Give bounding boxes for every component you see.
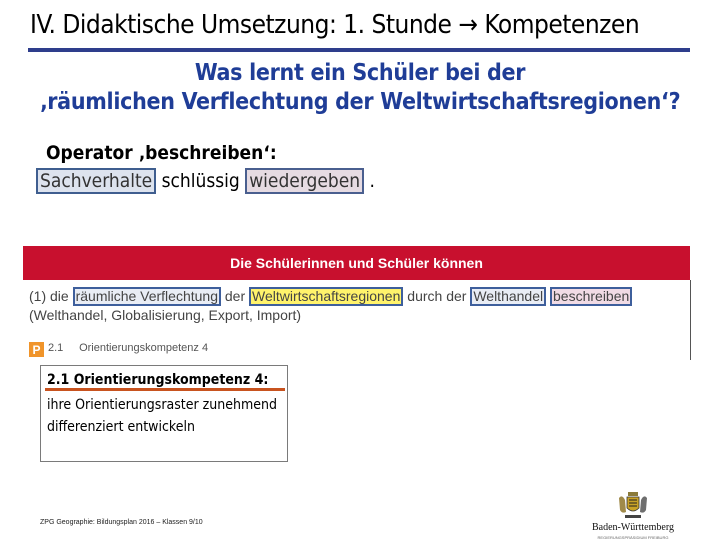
bp-term-raeumliche-verflechtung: räumliche Verflechtung [73, 287, 221, 306]
operator-term-wiedergeben: wiedergeben [245, 168, 364, 194]
process-competence-ref [48, 342, 208, 354]
bildungsplan-header: Die Schülerinnen und Schüler können [23, 246, 690, 280]
process-competence-number: 2.1 [48, 342, 64, 354]
slide-subtitle-line1: Was lernt ein Schüler bei der [194, 60, 526, 86]
operator-definition [36, 168, 375, 194]
process-competence-badge: P [29, 342, 44, 357]
baden-wuerttemberg-logo [586, 492, 680, 540]
logo-wordmark: Baden-Württemberg [591, 522, 674, 533]
tooltip-body: ihre Orientierungsraster zunehmend differenziert entwickeln [47, 397, 277, 435]
tooltip-heading-underline [45, 388, 285, 391]
slide-title: IV. Didaktische Umsetzung: 1. Stunde → Kompetenzen [30, 10, 640, 40]
bildungsplan-examples-line: (Welthandel, Globalisierung, Export, Import) [29, 307, 302, 323]
logo-subtext: REGIERUNGSPRÄSIDIUM FREIBURG [597, 535, 669, 540]
slide-footer: ZPG Geographie: Bildungsplan 2016 – Klassen 9/10 [40, 519, 203, 526]
operator-word-schluessig: schlüssig [161, 170, 240, 192]
process-competence-name: Orientierungskompetenz 4 [79, 342, 209, 354]
competence-tooltip [40, 365, 288, 462]
bp-prefix: (1) die [29, 288, 69, 304]
bp-term-welthandel: Welthandel [470, 287, 546, 306]
operator-end-punctuation: . [369, 170, 375, 192]
title-divider [28, 48, 690, 52]
tooltip-heading: 2.1 Orientierungskompetenz 4: [47, 372, 269, 388]
bp-term-beschreiben: beschreiben [550, 287, 632, 306]
bildungsplan-body [23, 280, 691, 360]
operator-term-sachverhalte: Sachverhalte [36, 168, 156, 194]
bp-word-der: der [224, 288, 246, 304]
operator-heading: Operator ‚beschreiben‘: [46, 142, 277, 164]
bp-word-durch-der: durch der [407, 288, 467, 304]
bp-term-weltwirtschaftsregionen: Weltwirtschaftsregionen [249, 287, 403, 306]
slide-subtitle-line2: ‚räumlichen Verflechtung der Weltwirtschaftsregionen‘? [39, 89, 681, 115]
bildungsplan-competence-line [29, 287, 632, 306]
coat-of-arms-icon [616, 492, 650, 522]
